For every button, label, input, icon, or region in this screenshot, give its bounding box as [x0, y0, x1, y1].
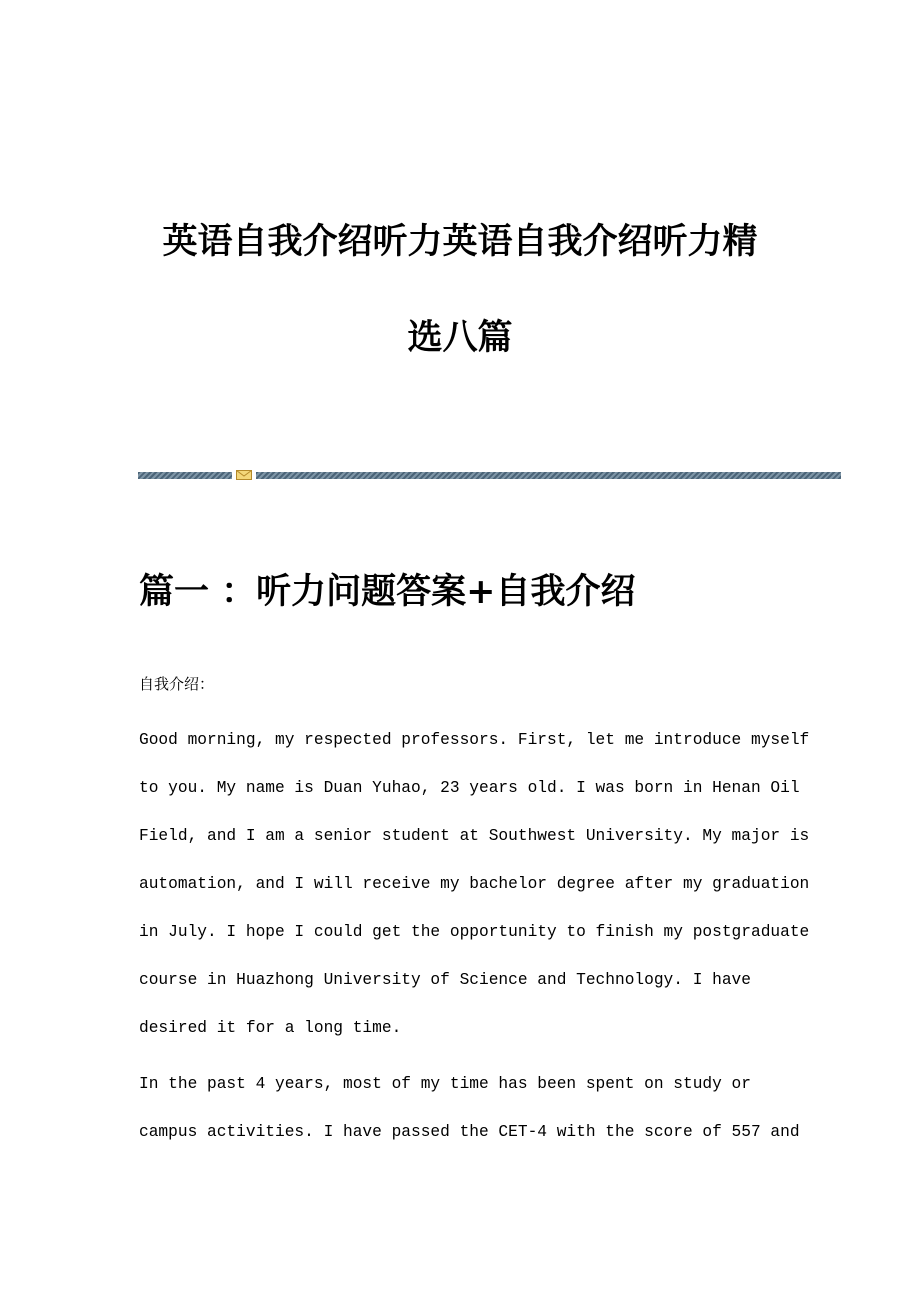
- document-title-line-1: 英语自我介绍听力英语自我介绍听力精: [162, 221, 758, 262]
- paragraph-1: [139, 716, 809, 1052]
- paragraph-line: Field, and I am a senior student at Southwest University. My major is: [139, 827, 810, 845]
- document-title-line-2: 选八篇: [407, 317, 513, 358]
- paragraph-line: In the past 4 years, most of my time has been spent on study or: [139, 1075, 751, 1093]
- divider-bar-left: [138, 472, 232, 479]
- paragraph-line: desired it for a long time.: [139, 1019, 402, 1037]
- paragraph-line: course in Huazhong University of Science and Technology. I have: [139, 971, 751, 989]
- paragraph-line: campus activities. I have passed the CET-4 with the score of 557 and: [139, 1123, 800, 1141]
- divider-bar-right: [256, 472, 841, 479]
- paragraph-line: in July. I hope I could get the opportunity to finish my postgraduate: [139, 923, 810, 941]
- section-heading: 篇一 ：听力问题答案+自我介绍: [139, 572, 636, 612]
- paragraph-2: [139, 1060, 800, 1156]
- decorative-divider: [138, 469, 841, 481]
- self-intro-label: 自我介绍：: [139, 675, 215, 693]
- paragraph-line: automation, and I will receive my bachelor degree after my graduation: [139, 875, 810, 893]
- paragraph-line: to you. My name is Duan Yuhao, 23 years old. I was born in Henan Oil: [139, 779, 800, 797]
- paragraph-line: Good morning, my respected professors. First, let me introduce myself: [139, 731, 810, 749]
- envelope-icon: [236, 469, 252, 481]
